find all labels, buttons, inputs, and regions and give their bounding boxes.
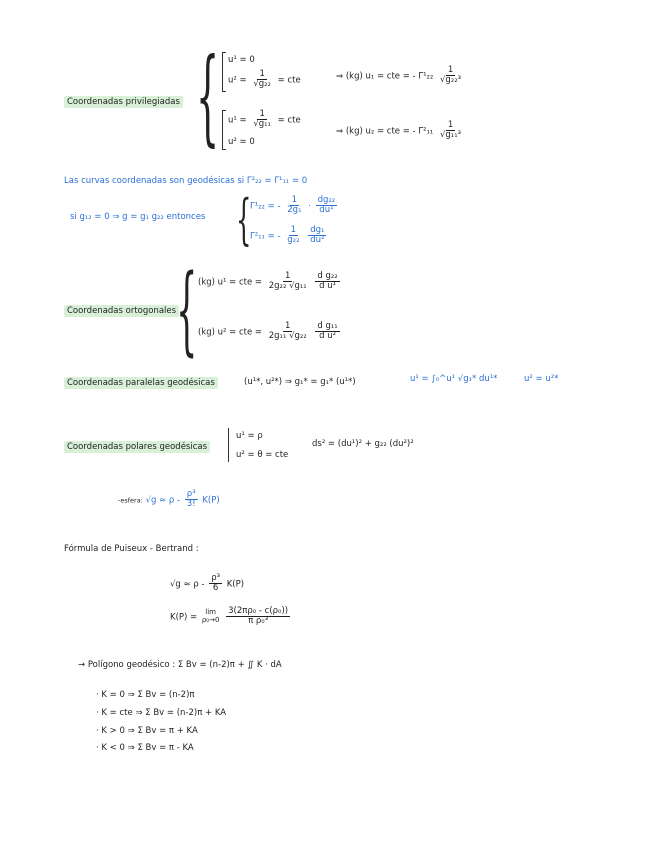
geodesic-curvature-eq: (kg) u¹ = cte = $\frac{1}{\text{2g₂₂ √g₁₁}}$ $\frac{\text{d g₂₂}}{\text{d u¹}}$ — [198, 271, 338, 292]
left-brace: { — [236, 188, 252, 251]
case-eq: · K < 0 ⇒ Σ Bv = π - KA — [96, 743, 194, 753]
geodesic-condition: Las curvas coordenadas son geodésicas si Γ²₂₂ = Γ¹₁₁ = 0 — [64, 176, 308, 186]
eq-line: u¹ = $\frac{1}{\text{√g₁₁}}$ = cte — [228, 109, 301, 130]
polar-eq: u¹ = ρ — [236, 431, 263, 441]
bracket — [222, 110, 226, 150]
bracket — [222, 52, 226, 92]
case-eq: · K = cte ⇒ Σ Bv = (n-2)π + KA — [96, 708, 227, 718]
eq-line: ⇒ (kg) u₂ = cte = - Γ²₁₁ $\frac{1}{\text{√g₁₁³}}$ — [336, 120, 462, 141]
christoffel-eq: Γ²₁₁ = - $\frac{1}{\text{g₂₂}}$ $\frac{\text{dg₁}}{\text{du²}}$ — [250, 225, 325, 246]
label-polares: Coordenadas polares geodésicas — [64, 441, 210, 453]
curvature-limit-eq: K(P) = lim ρ₀→0 $\frac{\text{3(2πρ₀ - c(ρ₀))}}{\text{π ρ₀³}}$ — [170, 606, 289, 627]
metric-eq: ds² = (du¹)² + g₂₂ (du²)² — [312, 439, 414, 449]
left-brace: { — [196, 35, 220, 157]
left-brace: { — [176, 254, 198, 366]
label-ortogonales: Coordenadas ortogonales — [64, 305, 179, 317]
label-paralelas: Coordenadas paralelas geodésicas — [64, 377, 218, 389]
case-eq: · K = 0 ⇒ Σ Bv = (n-2)π — [96, 690, 195, 700]
bracket — [228, 428, 229, 462]
christoffel-eq: Γ¹₂₂ = - $\frac{1}{\text{2g₁}}$ · $\frac{\text{dg₂₂}}{\text{du¹}}$ — [250, 195, 336, 216]
parallel-u2: u² = u²* — [524, 374, 559, 384]
eq-line: u² = 0 — [228, 137, 255, 147]
eq-line: u² = $\frac{1}{\text{√g₂₂}}$ = cte — [228, 69, 301, 90]
parallel-eq: (u¹*, u²*) ⇒ g₁* = g₁* (u¹*) — [244, 377, 356, 387]
parallel-integral: u¹ = ∫₀^u¹ √g₁* du¹* — [410, 374, 498, 384]
case-eq: · K > 0 ⇒ Σ Bv = π + KA — [96, 726, 198, 736]
puiseux-title: Fórmula de Puiseux - Bertrand : — [64, 544, 199, 554]
sphere-eq: -esfera: √g ≈ ρ - $\frac{\text{ρ³}}{3!}$ K(P) — [118, 489, 220, 510]
label-privilegiadas: Coordenadas privilegiadas — [64, 96, 183, 108]
eq-line: u¹ = 0 — [228, 55, 255, 65]
eq-line: ⇒ (kg) u₁ = cte = - Γ¹₂₂ $\frac{1}{\text{√g₂₂³}}$ — [336, 65, 462, 86]
polar-eq: u² = θ = cte — [236, 450, 289, 460]
puiseux-eq: √g ≈ ρ - $\frac{\text{ρ³}}{6}$ K(P) — [170, 573, 245, 594]
geodesic-curvature-eq: (kg) u² = cte = $\frac{1}{\text{2g₁₁ √g₂₂}}$ $\frac{\text{d g₁₁}}{\text{d u²}}$ — [198, 321, 338, 342]
gauss-bonnet-eq: → Polígono geodésico : Σ Bv = (n-2)π + ∬ K · dA — [78, 660, 282, 670]
orthogonal-condition: si g₁₂ = 0 ⇒ g = g₁ g₂₂ entonces — [70, 212, 206, 222]
